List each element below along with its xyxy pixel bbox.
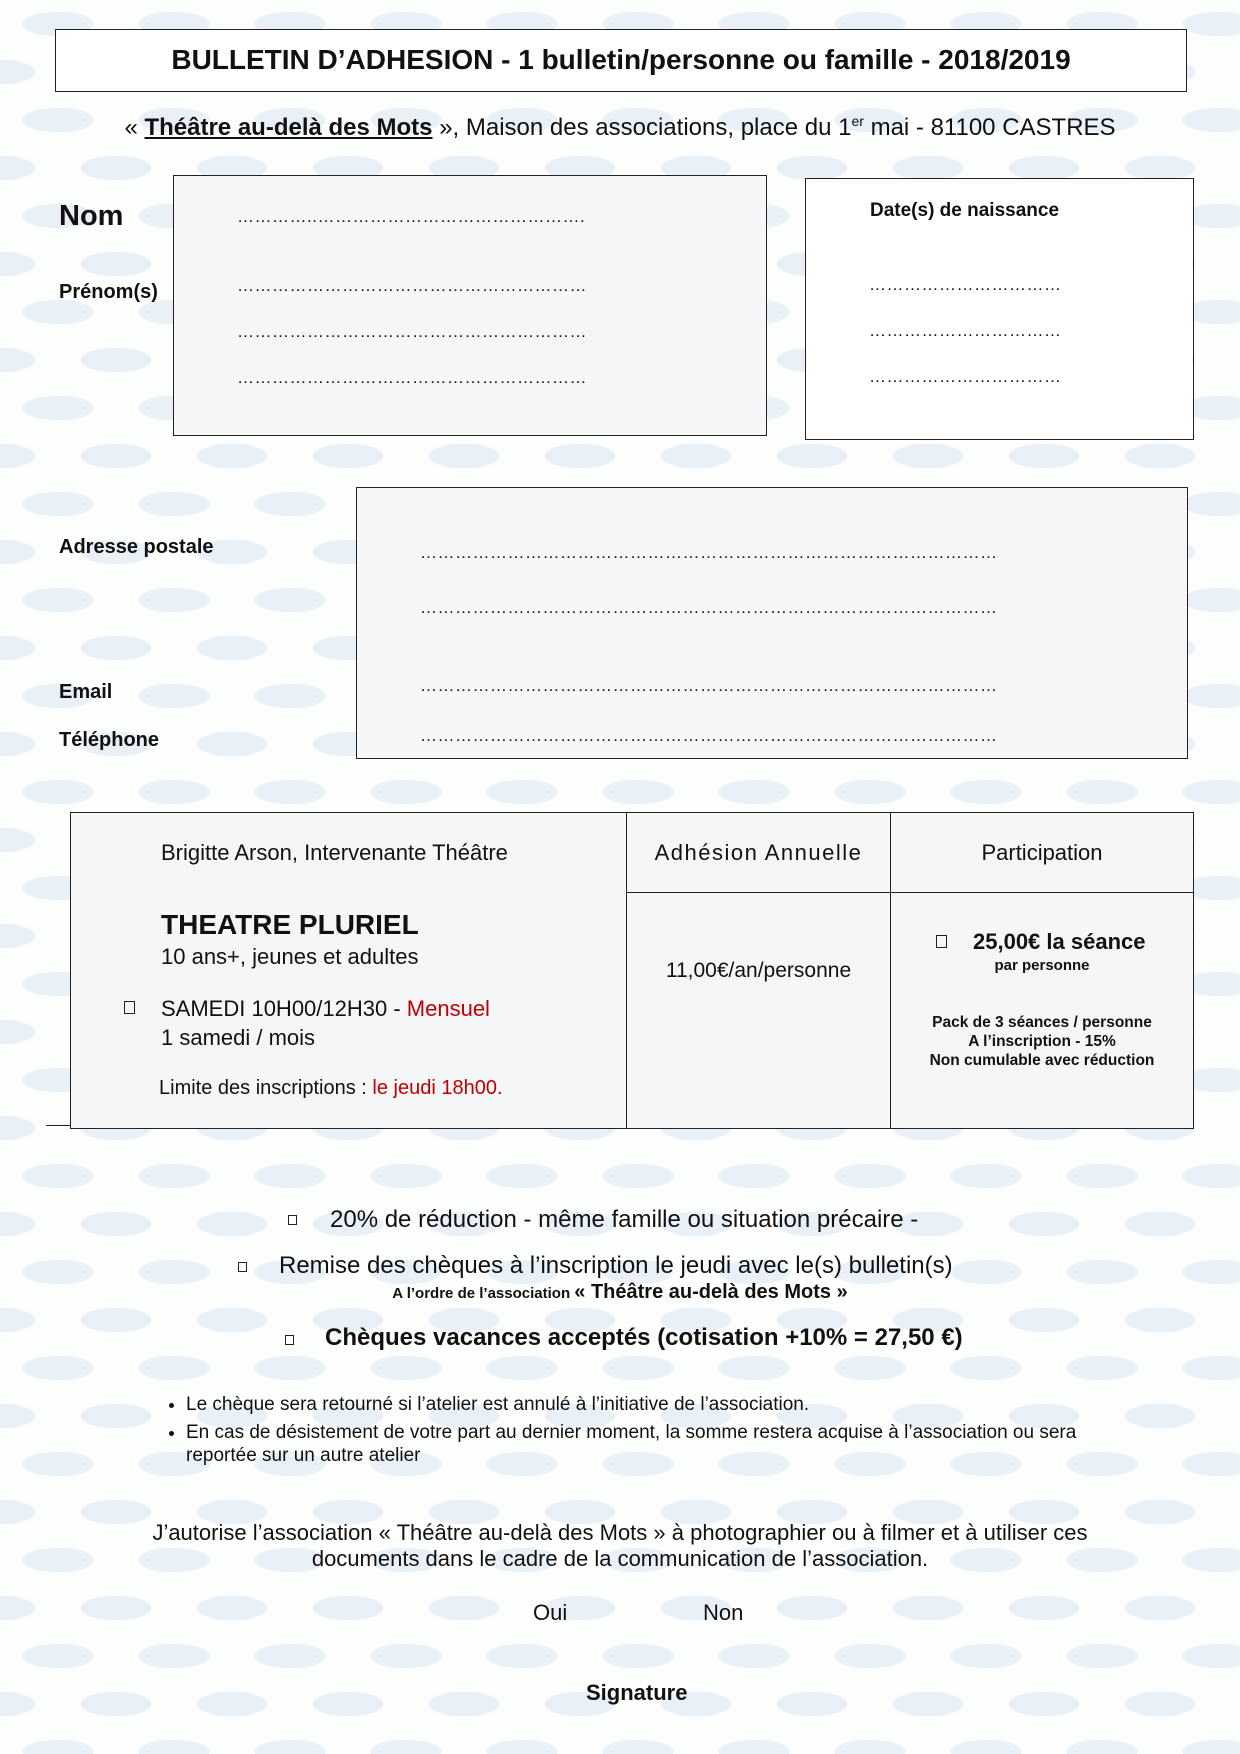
cheque-option: Remise des chèques à l’inscription le jeudi avec le(s) bulletin(s) — [279, 1252, 953, 1279]
session-checkbox[interactable] — [936, 935, 947, 948]
program-table — [70, 812, 1194, 1129]
pack-line-3: Non cumulable avec réduction — [929, 1052, 1155, 1069]
order-label: A l’ordre de l’association — [392, 1285, 575, 1302]
adhesion-price-cell — [627, 893, 891, 1129]
schedule-detail: 1 samedi / mois — [161, 1025, 316, 1050]
authorization-line-1: J’autorise l’association « Théâtre au-delà des Mots » à photographier ou à filmer et à utiliser ces — [152, 1520, 1088, 1545]
limit-label: Limite des inscriptions : — [159, 1077, 373, 1099]
notes-list — [150, 1393, 1146, 1472]
oui-option[interactable]: Oui — [533, 1600, 568, 1625]
pack-line-2: A l’inscription - 15% — [968, 1033, 1116, 1050]
telephone-field[interactable]: ……………………………………………………………………………………… — [420, 726, 998, 745]
pack-line-1: Pack de 3 séances / personne — [932, 1014, 1152, 1031]
address-superscript: er — [851, 113, 864, 129]
birthdate-field-1[interactable]: …………………………… — [869, 275, 1062, 294]
participation-cell — [891, 893, 1194, 1129]
program-details-cell — [71, 813, 627, 1129]
adresse-field-2[interactable]: ……………………………………………………………………………………… — [420, 598, 998, 617]
table-divider-line — [46, 1125, 71, 1126]
prenom-field-2[interactable]: …………………………………………………… — [237, 322, 587, 341]
registration-limit — [159, 1077, 503, 1100]
prenom-field-1[interactable]: …………………………………………………… — [237, 276, 587, 295]
reduction-option: 20% de réduction - même famille ou situation précaire - — [330, 1206, 919, 1233]
order-name: « Théâtre au-delà des Mots » — [574, 1281, 848, 1303]
address-quote-open: « — [124, 114, 145, 141]
form-title-box — [55, 29, 1187, 92]
association-name: Théâtre au-delà des Mots — [144, 114, 433, 141]
vacances-checkbox[interactable] — [285, 1335, 294, 1345]
note-item: • En cas de désistement de votre part au dernier moment, la somme restera acquise à l’association ou sera reportée sur un autre atelier — [186, 1421, 1146, 1467]
participation-header: Participation — [891, 813, 1194, 893]
birthdate-box — [805, 178, 1194, 440]
form-title: BULLETIN D’ADHESION - 1 bulletin/personne ou famille - 2018/2019 — [171, 44, 1071, 75]
signature-label: Signature — [586, 1680, 688, 1705]
cheque-vacances-option: Chèques vacances acceptés (cotisation +10% = 27,50 €) — [325, 1324, 963, 1351]
nom-label: Nom — [59, 200, 124, 232]
reduction-checkbox[interactable] — [288, 1215, 297, 1225]
note-item: • Le chèque sera retourné si l’atelier est annulé à l’initiative de l’association. — [186, 1393, 1146, 1416]
authorization-line-2: documents dans le cadre de la communication de l’association. — [311, 1546, 929, 1571]
session-price: 25,00€ la séance — [973, 929, 1146, 954]
limit-value: le jeudi 18h00. — [372, 1077, 503, 1099]
intervenant: Brigitte Arson, Intervenante Théâtre — [161, 840, 508, 865]
birthdate-field-2[interactable]: …………………………… — [869, 321, 1062, 340]
prenom-label: Prénom(s) — [59, 281, 158, 303]
address-city: mai - 81100 CASTRES — [863, 114, 1116, 141]
adresse-label: Adresse postale — [59, 536, 214, 558]
cheque-checkbox[interactable] — [238, 1262, 247, 1272]
birthdate-label: Date(s) de naissance — [870, 200, 1060, 221]
cheque-order — [0, 1281, 1240, 1304]
birthdate-field-3[interactable]: …………………………… — [869, 367, 1062, 386]
association-address — [0, 113, 1240, 142]
schedule-checkbox[interactable] — [124, 1001, 135, 1014]
pack-info — [891, 1013, 1193, 1070]
nom-field[interactable]: …………..………………………………………. — [237, 207, 586, 226]
schedule-frequency: Mensuel — [406, 996, 490, 1021]
per-person: par personne — [994, 957, 1090, 974]
contact-box — [356, 487, 1188, 759]
telephone-label: Téléphone — [59, 729, 160, 751]
adhesion-header: Adhésion Annuelle — [627, 813, 891, 893]
address-text: », Maison des associations, place du 1 — [432, 114, 852, 141]
course-title: THEATRE PLURIEL — [161, 909, 419, 940]
adhesion-price: 11,00€/an/personne — [665, 959, 852, 982]
course-audience: 10 ans+, jeunes et adultes — [161, 944, 419, 969]
adresse-field-1[interactable]: ……………………………………………………………………………………… — [420, 543, 998, 562]
schedule — [161, 996, 490, 1022]
email-label: Email — [59, 681, 113, 703]
email-field[interactable]: ……………………………………………………………………………………… — [420, 676, 998, 695]
prenom-field-3[interactable]: …………………………………………………… — [237, 368, 587, 387]
authorization-text — [0, 1520, 1240, 1572]
schedule-time: SAMEDI 10H00/12H30 - — [161, 996, 407, 1021]
non-option[interactable]: Non — [703, 1600, 744, 1625]
name-box — [173, 175, 767, 436]
